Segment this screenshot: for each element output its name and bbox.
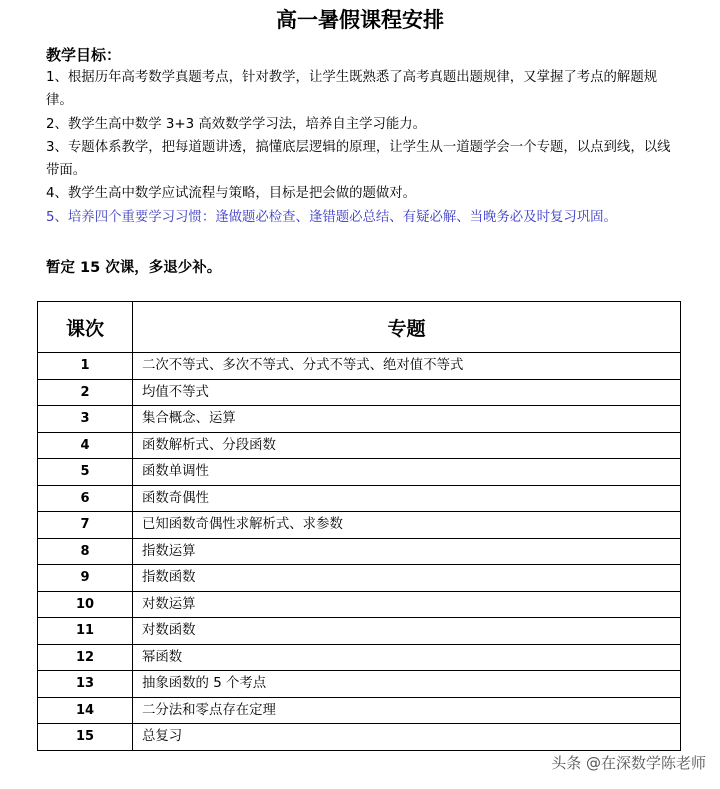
lesson-topic: 二次不等式、多次不等式、分式不等式、绝对值不等式	[133, 353, 681, 380]
lesson-number: 11	[38, 618, 133, 645]
lesson-topic: 已知函数奇偶性求解析式、求参数	[133, 512, 681, 539]
lesson-topic: 集合概念、运算	[133, 406, 681, 433]
lesson-topic: 指数运算	[133, 538, 681, 565]
lesson-topic: 均值不等式	[133, 379, 681, 406]
lesson-topic: 二分法和零点存在定理	[133, 697, 681, 724]
lesson-number: 12	[38, 644, 133, 671]
schedule-body	[38, 353, 681, 751]
goal-item-habits	[46, 206, 676, 229]
lesson-number: 10	[38, 591, 133, 618]
goals-heading: 教学目标：	[46, 46, 122, 64]
plan-note: 暂定 15 次课，多退少补。	[46, 260, 222, 276]
lesson-number: 1	[38, 353, 133, 380]
goal-item: 2、教学生高中数学 3+3 高效数学学习法，培养自主学习能力。	[46, 116, 427, 132]
lesson-number: 15	[38, 724, 133, 751]
table-row	[38, 379, 681, 406]
table-row	[38, 538, 681, 565]
goal-habits-prefix: 5、培养四个重要学习习惯：	[46, 209, 216, 225]
lesson-topic: 函数解析式、分段函数	[133, 432, 681, 459]
lesson-topic: 函数单调性	[133, 459, 681, 486]
lesson-topic: 指数函数	[133, 565, 681, 592]
table-row	[38, 671, 681, 698]
goal-item: 3、专题体系教学，把每道题讲透，搞懂底层逻辑的原理，让学生从一道题学会一个专题，以点到线，以线带面。	[46, 139, 671, 179]
lesson-number: 9	[38, 565, 133, 592]
table-row	[38, 618, 681, 645]
table-row	[38, 644, 681, 671]
lesson-number: 8	[38, 538, 133, 565]
lesson-number: 2	[38, 379, 133, 406]
table-row	[38, 724, 681, 751]
table-row	[38, 512, 681, 539]
lesson-topic: 幂函数	[133, 644, 681, 671]
page-title: 高一暑假课程安排	[276, 8, 444, 32]
lesson-topic: 对数函数	[133, 618, 681, 645]
lesson-topic: 抽象函数的 5 个考点	[133, 671, 681, 698]
table-row	[38, 406, 681, 433]
lesson-topic: 函数奇偶性	[133, 485, 681, 512]
lesson-number: 14	[38, 697, 133, 724]
schedule-table	[37, 301, 681, 751]
lesson-number: 5	[38, 459, 133, 486]
table-row	[38, 485, 681, 512]
lesson-number: 3	[38, 406, 133, 433]
lesson-number: 13	[38, 671, 133, 698]
header-topic: 专题	[133, 302, 681, 353]
table-row	[38, 459, 681, 486]
watermark: 头条 @在深数学陈老师	[551, 754, 706, 772]
lesson-topic: 总复习	[133, 724, 681, 751]
table-row	[38, 697, 681, 724]
goal-habits-list: 逢做题必检查、逢错题必总结、有疑必解、当晚务必及时复习巩固。	[215, 209, 617, 225]
lesson-number: 7	[38, 512, 133, 539]
header-lesson: 课次	[38, 302, 133, 353]
lesson-topic: 对数运算	[133, 591, 681, 618]
table-header-row	[38, 302, 681, 353]
goal-item: 4、教学生高中数学应试流程与策略，目标是把会做的题做对。	[46, 186, 417, 202]
lesson-number: 6	[38, 485, 133, 512]
table-row	[38, 353, 681, 380]
table-row	[38, 565, 681, 592]
goal-item: 1、根据历年高考数学真题考点，针对教学，让学生既熟悉了高考真题出题规律，又掌握了考点的解题规律。	[46, 70, 658, 109]
table-row	[38, 591, 681, 618]
lesson-number: 4	[38, 432, 133, 459]
goals-list	[46, 66, 676, 229]
table-row	[38, 432, 681, 459]
